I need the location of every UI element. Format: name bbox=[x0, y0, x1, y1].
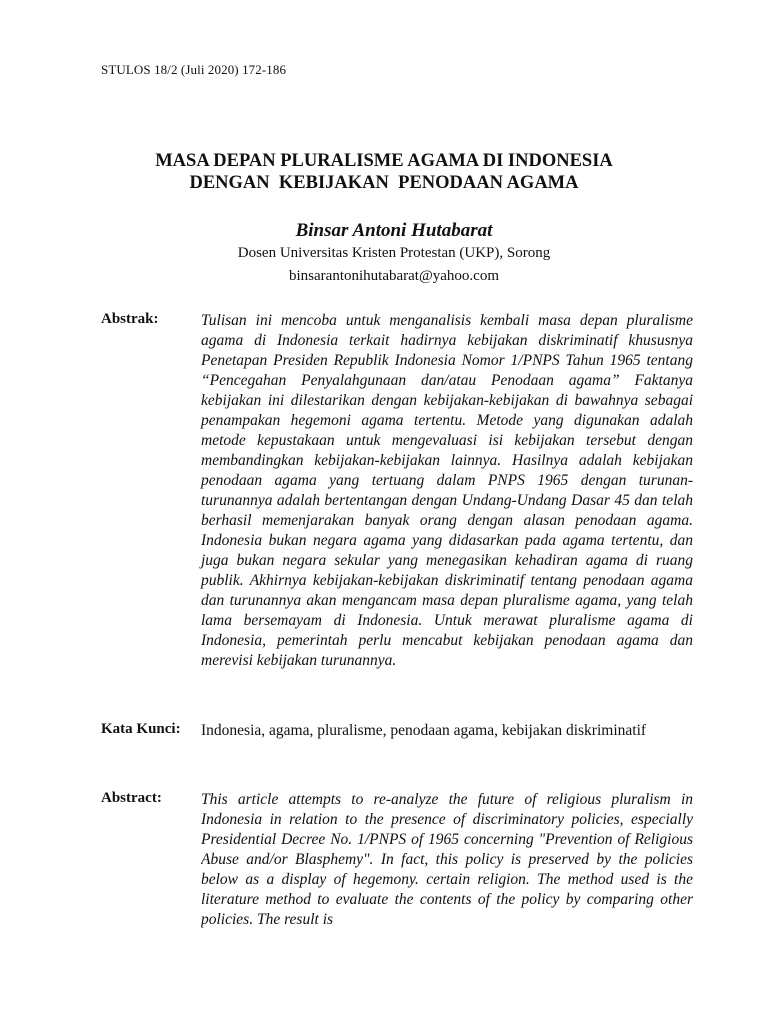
abstrak-text: Tulisan ini mencoba untuk menganalisis kembali masa depan pluralisme agama di Indonesia terkait hadirnya kebijakan diskriminatif khususnya Penetapan Presiden Republik Indonesia Nomor 1/PNPS Tahun 1965 tentang “Pencegahan Penyalahgunaan dan/atau Penodaan agama” Faktanya kebijakan ini dilestarikan dengan kebijakan-kebijakan di bawahnya sebagai penampakan hegemoni agama tertentu. Metode yang digunakan adalah metode kepustakaan untuk mengevaluasi isi kebijakan tersebut dengan membandingkan kebijakan-kebijakan lainnya. Hasilnya adalah kebijakan penodaan agama yang tertuang dalam PNPS 1965 dengan turunan-turunannya adalah bertentangan dengan Undang-Undang Dasar 45 dan telah berhasil memenjarakan banyak orang dengan alasan penodaan agama. Indonesia bukan negara agama yang didasarkan pada agama tertentu, dan juga bukan negara sekular yang menegasikan kehadiran agama di ruang publik. Akhirnya kebijakan-kebijakan diskriminatif tentang penodaan agama dan turunannya akan mengancam masa depan pluralisme agama, yang telah lama bersemayam di Indonesia. Untuk merawat pluralisme agama di Indonesia, pemerintah perlu mencabut kebijakan penodaan agama dan merevisi kebijakan turunannya. bbox=[201, 312, 693, 669]
author-name: Binsar Antoni Hutabarat bbox=[295, 220, 493, 241]
keywords-text: Indonesia, agama, pluralisme, penodaan agama, kebijakan diskriminatif bbox=[201, 722, 647, 739]
paper-title-line-2: DENGAN KEBIJAKAN PENODAAN AGAMA bbox=[189, 173, 579, 193]
paper-title bbox=[0, 150, 768, 194]
abstract-label: Abstract: bbox=[101, 790, 162, 806]
author-affiliation: Dosen Universitas Kristen Protestan (UKP), Sorong bbox=[237, 245, 551, 261]
abstrak-label: Abstrak: bbox=[101, 311, 159, 327]
author-email: binsarantonihutabarat@yahoo.com bbox=[289, 268, 499, 284]
abstract-text: This article attempts to re-analyze the future of religious pluralism in Indonesia in relation to the presence of discriminatory policies, especially Presidential Decree No. 1/PNPS of 1965 concerning "Prevention of Religious Abuse and/or Blasphemy". In fact, this policy is preserved by the policies below as a display of hegemony. certain religion. The method used is the literature method to evaluate the contents of the policy by comparing other policies. The result is bbox=[201, 791, 693, 928]
paper-title-line-1: MASA DEPAN PLURALISME AGAMA DI INDONESIA bbox=[155, 151, 613, 171]
keywords-label: Kata Kunci: bbox=[101, 721, 181, 737]
journal-reference: STULOS 18/2 (Juli 2020) 172-186 bbox=[101, 62, 287, 77]
